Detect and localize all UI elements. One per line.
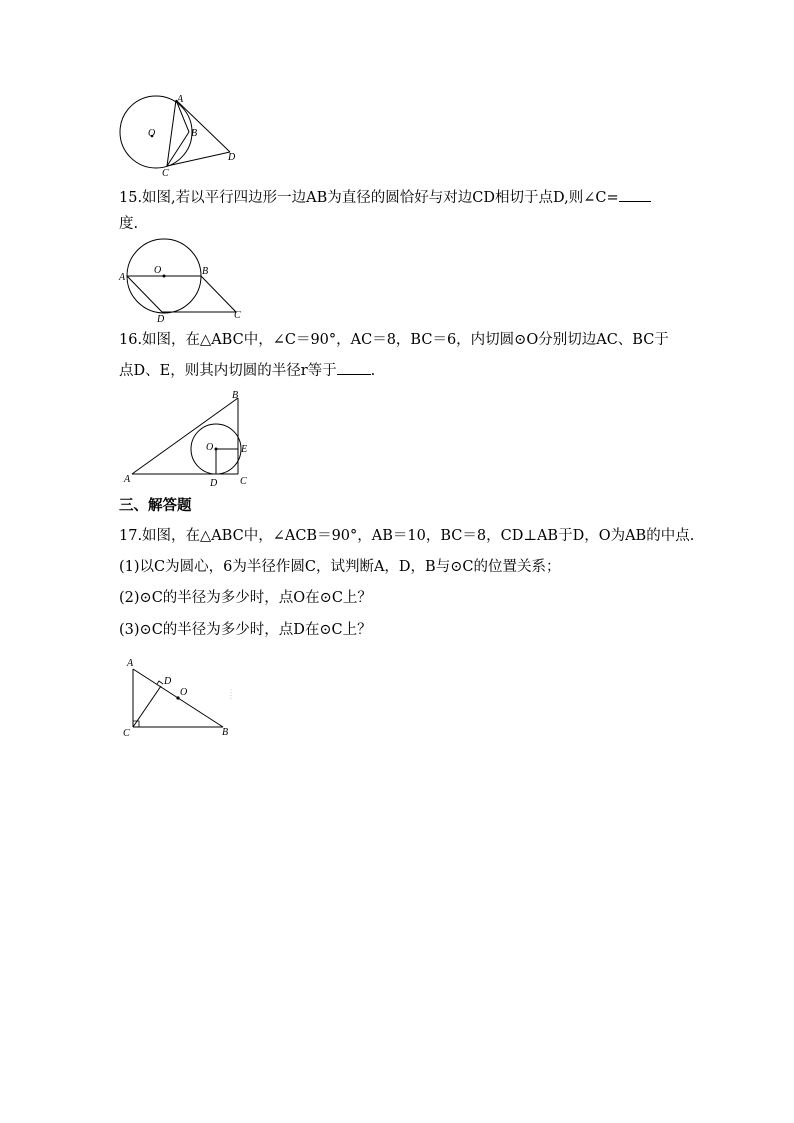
q17-part3: (3)⊙C的半径为多少时，点D在⊙C上？ [119, 622, 372, 638]
fig16-label-c: C [240, 476, 247, 487]
q17-stem: 17.如图，在△ABC中，∠ACB＝90°，AB＝10，BC＝8，CD⊥AB于D，O为AB的中点. [119, 528, 695, 544]
fig14-label-b: B [191, 128, 198, 139]
fig17-label-b: B [222, 727, 229, 738]
figure-q14 [112, 92, 242, 178]
fig14-label-d: D [228, 152, 236, 163]
figure-q17 [120, 654, 240, 738]
fig14-label-a: A [177, 94, 184, 105]
fig16-label-b: B [232, 390, 239, 401]
fig16-label-d: D [210, 478, 218, 488]
fig15-label-a: A [119, 272, 126, 283]
q15-answer-blank[interactable] [619, 187, 651, 202]
fig17-label-a: A [127, 658, 134, 669]
fig14-label-o: O [148, 128, 156, 139]
fig17-label-c: C [123, 728, 130, 738]
q16-line2 [119, 360, 375, 381]
fig16-label-o: O [206, 442, 214, 453]
q17-part1: (1)以C为圆心，6为半径作圆C，试判断A，D，B与⊙C的位置关系； [119, 559, 561, 575]
fig17-label-o: O [180, 687, 188, 698]
q16-answer-blank[interactable] [337, 360, 371, 375]
fig17-label-d: D [164, 676, 172, 687]
fig16-label-a: A [124, 474, 131, 485]
q16-line1: 16.如图，在△ABC中，∠C＝90°，AC＝8，BC＝6，内切圆⊙O分别切边AC、BC于 [119, 332, 669, 348]
section-title: 三、解答题 [119, 498, 192, 514]
q15-line1 [119, 187, 651, 208]
q15-line2: 度. [119, 216, 139, 232]
q16-text2: 点D、E，则其内切圆的半径r等于 [119, 363, 337, 379]
fig15-label-o: O [154, 265, 162, 276]
q17-part2: (2)⊙C的半径为多少时，点O在⊙C上？ [119, 590, 372, 606]
fig14-label-c: C [162, 168, 169, 178]
q15-text1: 15.如图,若以平行四边形一边AB为直径的圆恰好与对边CD相切于点D,则∠C= [119, 190, 619, 206]
q16-text2-end: . [370, 363, 376, 379]
figure-q16 [118, 390, 258, 488]
fig16-label-e: E [241, 444, 248, 455]
figure-q15 [116, 238, 246, 322]
fig15-label-b: B [202, 266, 209, 277]
fig15-label-c: C [234, 310, 241, 321]
fig15-label-d: D [157, 314, 165, 322]
